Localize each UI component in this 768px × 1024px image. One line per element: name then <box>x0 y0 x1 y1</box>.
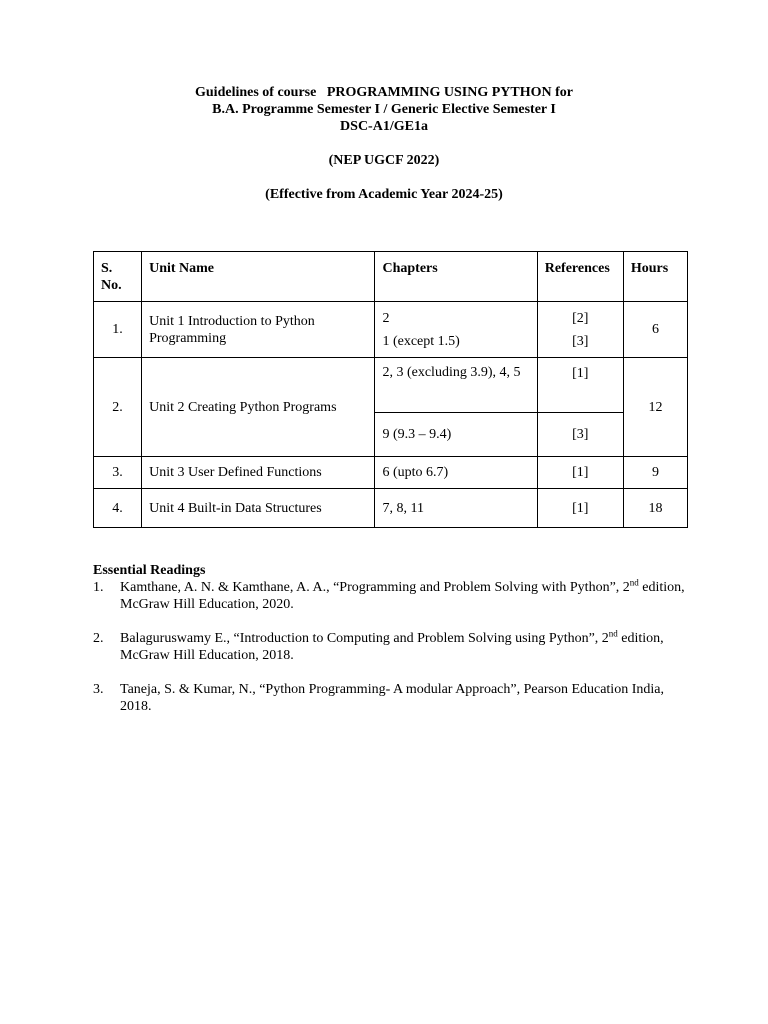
reference-item: [2] <box>572 310 589 326</box>
chapter-item: 1 (except 1.5) <box>382 333 460 349</box>
table-row <box>94 302 688 358</box>
reading-number: 1. <box>93 580 104 595</box>
row-sno: 1. <box>94 302 142 358</box>
readings-list <box>93 579 693 715</box>
reference-item: [3] <box>572 333 589 349</box>
row-hours: 9 <box>623 457 687 489</box>
reading-superscript: nd <box>629 577 639 588</box>
row-hours: 12 <box>623 358 687 457</box>
course-code: DSC-A1/GE1a <box>340 119 428 134</box>
reading-text: Taneja, S. & Kumar, N., “Python Programming- A modular Approach”, Pearson Education India, 2018. <box>120 682 664 714</box>
header-sno: S. No. <box>94 252 142 302</box>
reading-item <box>93 681 693 715</box>
table-row <box>94 489 688 528</box>
chapter-item: 2 <box>382 310 390 326</box>
reading-superscript: nd <box>608 628 618 639</box>
row-references <box>537 302 623 358</box>
framework-line: (NEP UGCF 2022) <box>328 153 440 168</box>
reading-item <box>93 630 693 664</box>
table-row <box>94 457 688 489</box>
row-chapters: 7, 8, 11 <box>375 489 537 528</box>
row-sno: 3. <box>94 457 142 489</box>
header-references: References <box>537 252 623 302</box>
row-chapters <box>375 302 537 358</box>
course-title: Guidelines of course PROGRAMMING USING PYTHON for <box>195 85 573 100</box>
header-hours: Hours <box>623 252 687 302</box>
reading-text: Kamthane, A. N. & Kamthane, A. A., “Programming and Problem Solving with Python”, 2 <box>120 580 630 595</box>
row-references: [1] <box>537 489 623 528</box>
reading-number: 2. <box>93 631 104 646</box>
row-unit-name: Unit 2 Creating Python Programs <box>142 358 375 457</box>
row-references: [1] <box>537 358 623 413</box>
row-chapters: 2, 3 (excluding 3.9), 4, 5 <box>375 358 537 413</box>
row-sno: 4. <box>94 489 142 528</box>
essential-readings <box>93 562 693 732</box>
units-table <box>93 251 688 528</box>
row-chapters: 9 (9.3 – 9.4) <box>375 413 537 457</box>
table-row <box>94 358 688 413</box>
effective-year-line: (Effective from Academic Year 2024-25) <box>265 187 503 202</box>
reading-number: 3. <box>93 682 104 697</box>
programme-line: B.A. Programme Semester I / Generic Elective Semester I <box>212 102 556 117</box>
row-chapters: 6 (upto 6.7) <box>375 457 537 489</box>
readings-title: Essential Readings <box>93 563 206 578</box>
row-hours: 6 <box>623 302 687 358</box>
row-unit-name: Unit 4 Built-in Data Structures <box>142 489 375 528</box>
header-chapters: Chapters <box>375 252 537 302</box>
header-unit-name: Unit Name <box>142 252 375 302</box>
row-hours: 18 <box>623 489 687 528</box>
row-sno: 2. <box>94 358 142 457</box>
reading-text-cont: edition, McGraw Hill Education, 2020. <box>120 580 685 612</box>
row-references: [1] <box>537 457 623 489</box>
row-unit-name: Unit 3 User Defined Functions <box>142 457 375 489</box>
reading-text-cont: edition, McGraw Hill Education, 2018. <box>120 631 664 663</box>
row-unit-name: Unit 1 Introduction to Python Programming <box>142 302 375 358</box>
reading-text: Balaguruswamy E., “Introduction to Computing and Problem Solving using Python”, 2 <box>120 631 609 646</box>
document-header <box>0 84 768 203</box>
reading-item <box>93 579 693 613</box>
row-references: [3] <box>537 413 623 457</box>
table-header-row <box>94 252 688 302</box>
